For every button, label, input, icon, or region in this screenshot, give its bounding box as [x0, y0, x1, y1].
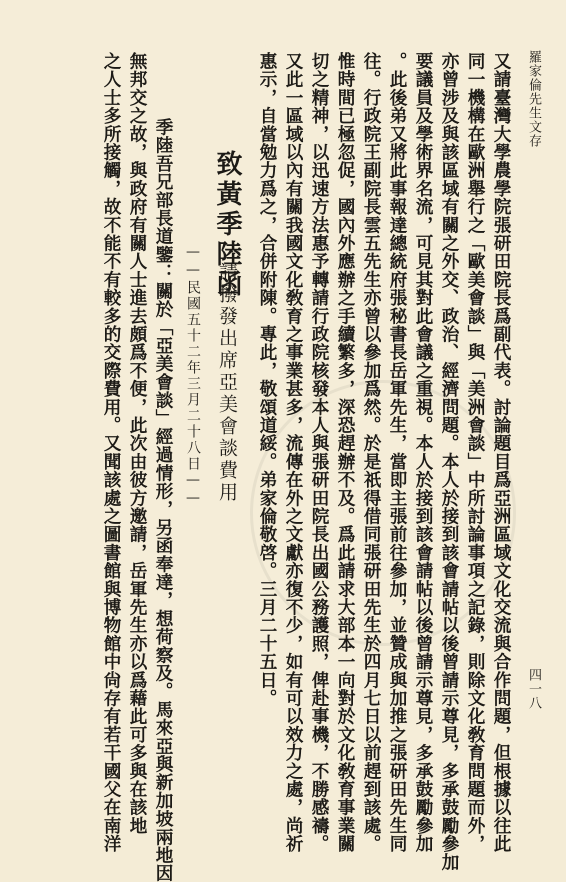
text-column-3: 亦曾涉及與該區域有關之外交、政治、經濟問題。本人於接到該會請帖以後曾請示尊見，多承鼓勵參加	[439, 52, 460, 871]
running-header-title: 羅家倫先生文存	[526, 50, 541, 148]
text-column-10: 惠示，自當勉力爲之，合併附陳。專此，敬頌道綏。弟家倫敬啓。三月二十五日。	[257, 52, 278, 708]
page-number: 四一八	[526, 668, 541, 710]
letter-heading: 致黃季陸函	[212, 150, 242, 300]
text-column-4: 要議員及學術界名流，可見其對此會議之重視。本人於接到該會請帖以後曾請示尊見，多承鼓勵參加	[413, 52, 434, 853]
letter-dateline: ——民國五十二年三月二十八日——	[185, 244, 201, 508]
letter-column-1: 季陸吾兄部長道鑒：關於「亞美會談」經過情形，另函奉達，想荷察及。馬來亞與新加坡兩地因	[153, 118, 174, 882]
letter-subtitle: 請撥發出席亞美會談費用	[216, 262, 238, 504]
text-column-7: 惟時間已極忽促，國內外應辦之手續繁多，深恐趕辦不及。爲此請求大部本一向對於文化敎育事業關	[335, 52, 356, 853]
text-column-6: 往。行政院王副院長雲五先生亦曾以參加爲然。於是祇得借同張研田先生於四月七日以前趕到該處。	[361, 52, 382, 853]
text-column-2: 同一機構在歐洲舉行之「歐美會談」與「美洲會談」中所討論事項之記錄，則除文化敎育問題而外，	[465, 52, 486, 853]
text-column-9: 又此一區域以內有關我國文化敎育之事業甚多，流傳在外之文獻亦復不少，如有可以效力之處，尚祈	[283, 52, 304, 853]
text-column-5: 。此後弟又將此事報達總統府張秘書長岳軍先生，當即主張前往參加，並贊成與加推之張研田先生同	[387, 52, 408, 853]
text-column-1: 又請臺灣大學農學院張研田院長爲副代表。討論題目爲亞洲區域文化交流與合作問題，但根據以往此	[491, 52, 512, 853]
letter-column-3: 之人士多所接觸，故不能不有較多的交際費用。又聞該處之圖書館與博物館中尙存有若干國父在南洋	[101, 52, 122, 853]
letter-column-2: 無邦交之故，與政府有關人士進去頗爲不便，此次由彼方邀請，岳軍先生亦以爲藉此可多與在該地	[127, 52, 148, 835]
text-column-8: 切之精神，以迅速方法惠予轉請行政院核發本人與張研田院長出國公務護照，俾赴事機，不勝感禱。	[309, 52, 330, 853]
